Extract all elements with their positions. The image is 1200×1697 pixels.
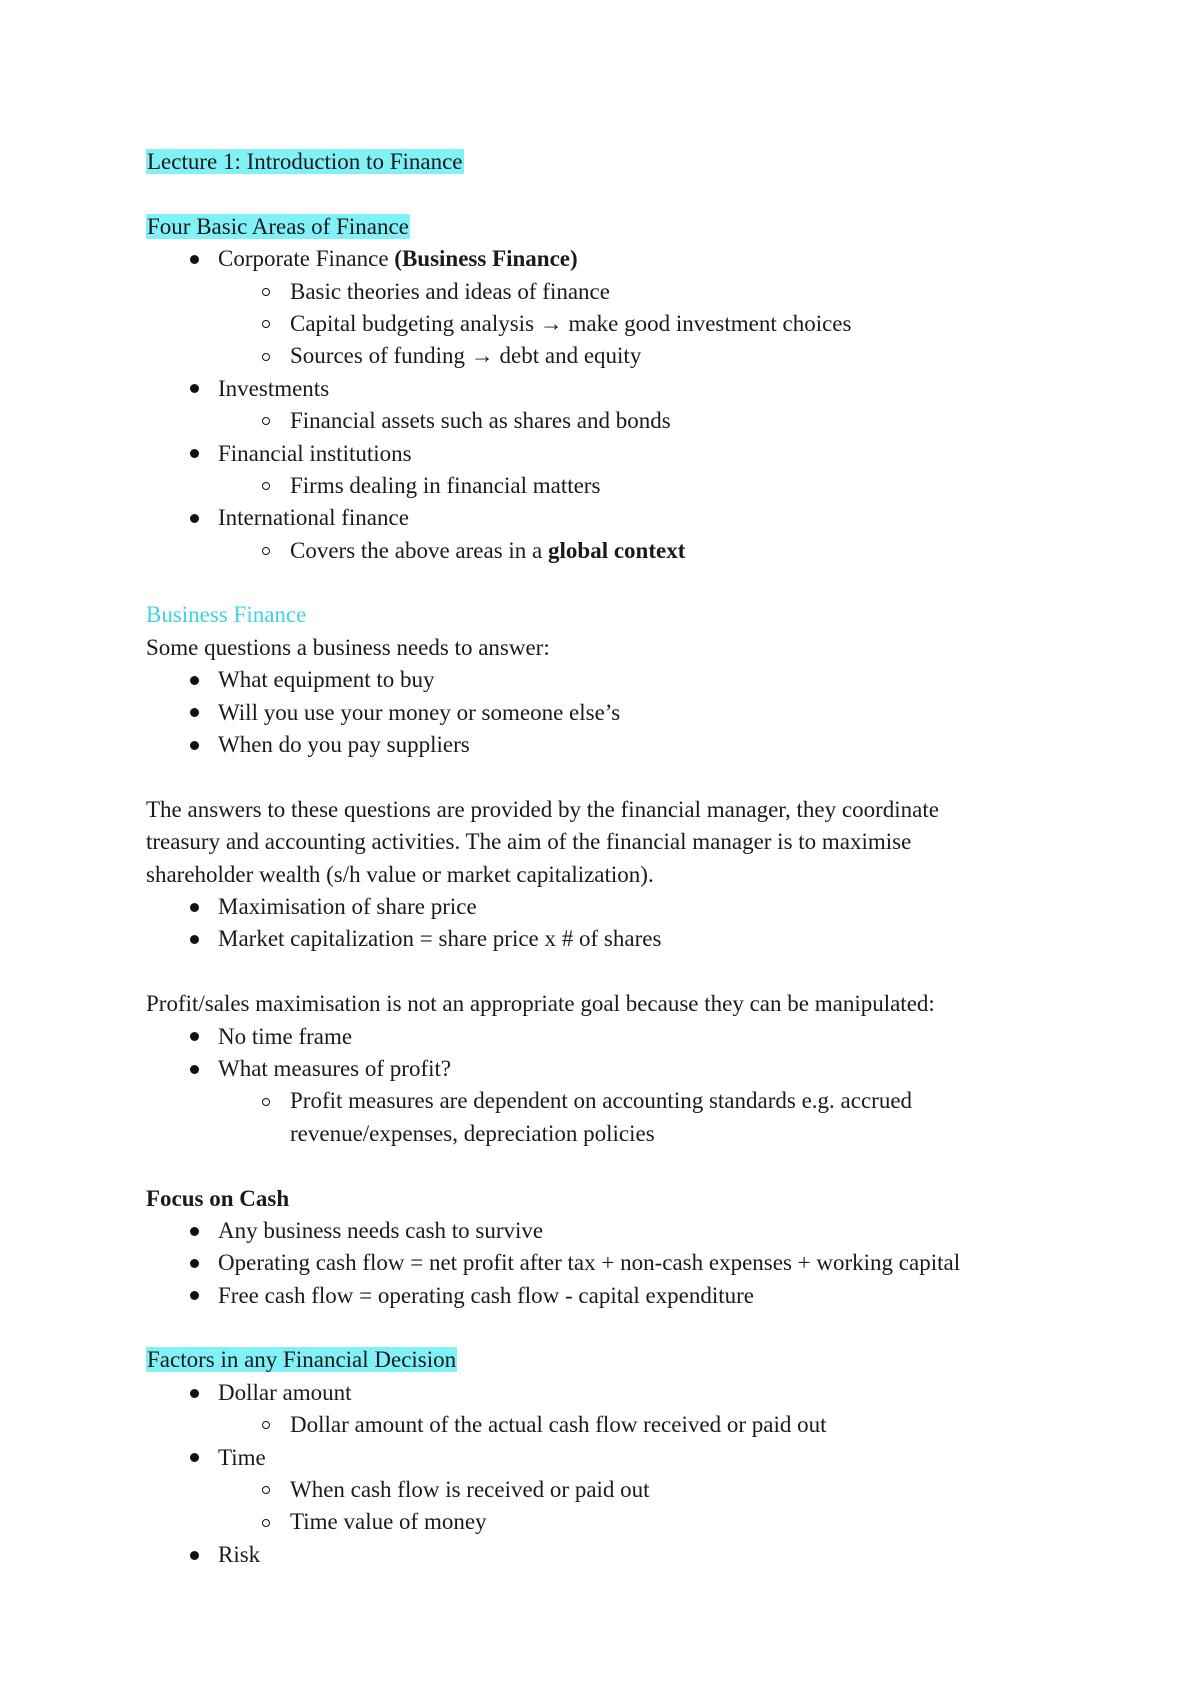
list-item: Dollar amount of the actual cash flow received or paid out	[146, 1409, 1046, 1441]
circle-bullet-icon	[254, 470, 278, 502]
bullet-icon	[182, 1442, 206, 1474]
list-item: Will you use your money or someone else’s	[146, 697, 1046, 729]
list-item: What equipment to buy	[146, 664, 1046, 696]
circle-bullet-icon	[254, 1474, 278, 1506]
list-item: Sources of funding → debt and equity	[146, 340, 1046, 372]
bullet-icon	[182, 1021, 206, 1053]
business-heading: Business Finance	[146, 602, 307, 628]
list-item: Dollar amount	[146, 1377, 1046, 1409]
bullet-icon	[182, 502, 206, 534]
page-title: Lecture 1: Introduction to Finance	[147, 149, 463, 174]
list-item: Covers the above areas in a global context	[146, 535, 1046, 567]
list-item: Operating cash flow = net profit after tax + non-cash expenses + working capital	[146, 1247, 1046, 1279]
paragraph-financial-manager: The answers to these questions are provided by the financial manager, they coordinate treasury and accounting activities. The aim of the financial manager is to maximise shareholder wealth (s/h value or market capitalization).	[146, 796, 939, 887]
list-item: Risk	[146, 1539, 1046, 1571]
bullet-icon	[182, 1377, 206, 1409]
list-item: Free cash flow = operating cash flow - capital expenditure	[146, 1280, 1046, 1312]
circle-bullet-icon	[254, 535, 278, 567]
profit-list	[146, 1021, 1046, 1151]
paragraph-profit: Profit/sales maximisation is not an appropriate goal because they can be manipulated:	[146, 991, 935, 1017]
document-body	[146, 146, 1046, 1571]
list-item: Time value of money	[146, 1506, 1046, 1538]
list-item: Financial institutions	[146, 438, 1046, 470]
circle-bullet-icon	[254, 1506, 278, 1538]
cash-heading: Focus on Cash	[146, 1185, 290, 1211]
list-item: Maximisation of share price	[146, 891, 1046, 923]
areas-list	[146, 243, 1046, 567]
bullet-icon	[182, 923, 206, 955]
business-intro: Some questions a business needs to answer:	[146, 634, 550, 660]
list-item: Capital budgeting analysis → make good investment choices	[146, 308, 1046, 340]
circle-bullet-icon	[254, 1409, 278, 1441]
list-item: Profit measures are dependent on accounting standards e.g. accrued revenue/expenses, depreciation policies	[146, 1085, 1046, 1150]
questions-list	[146, 664, 1046, 761]
bullet-icon	[182, 243, 206, 275]
wealth-list	[146, 891, 1046, 956]
list-item: International finance	[146, 502, 1046, 534]
circle-bullet-icon	[254, 340, 278, 372]
list-item: Market capitalization = share price x # of shares	[146, 923, 1046, 955]
list-item: Time	[146, 1442, 1046, 1474]
bullet-icon	[182, 438, 206, 470]
list-item: Investments	[146, 373, 1046, 405]
circle-bullet-icon	[254, 308, 278, 340]
bullet-icon	[182, 373, 206, 405]
list-item: Corporate Finance (Business Finance)	[146, 243, 1046, 275]
factors-heading: Factors in any Financial Decision	[147, 1347, 457, 1373]
bullet-icon	[182, 729, 206, 761]
bullet-icon	[182, 1247, 206, 1279]
bullet-icon	[182, 1215, 206, 1247]
factors-list	[146, 1377, 1046, 1571]
list-item: No time frame	[146, 1021, 1046, 1053]
list-item: Financial assets such as shares and bonds	[146, 405, 1046, 437]
list-item: Any business needs cash to survive	[146, 1215, 1046, 1247]
list-item: When do you pay suppliers	[146, 729, 1046, 761]
bullet-icon	[182, 664, 206, 696]
areas-heading: Four Basic Areas of Finance	[147, 213, 409, 239]
list-item: What measures of profit?	[146, 1053, 1046, 1085]
circle-bullet-icon	[254, 405, 278, 437]
bullet-icon	[182, 891, 206, 923]
list-item: When cash flow is received or paid out	[146, 1474, 1046, 1506]
bullet-icon	[182, 1539, 206, 1571]
bullet-icon	[182, 1280, 206, 1312]
cash-list	[146, 1215, 1046, 1312]
list-item: Basic theories and ideas of finance	[146, 276, 1046, 308]
circle-bullet-icon	[254, 1085, 278, 1117]
bullet-icon	[182, 1053, 206, 1085]
bullet-icon	[182, 697, 206, 729]
list-item: Firms dealing in financial matters	[146, 470, 1046, 502]
circle-bullet-icon	[254, 276, 278, 308]
